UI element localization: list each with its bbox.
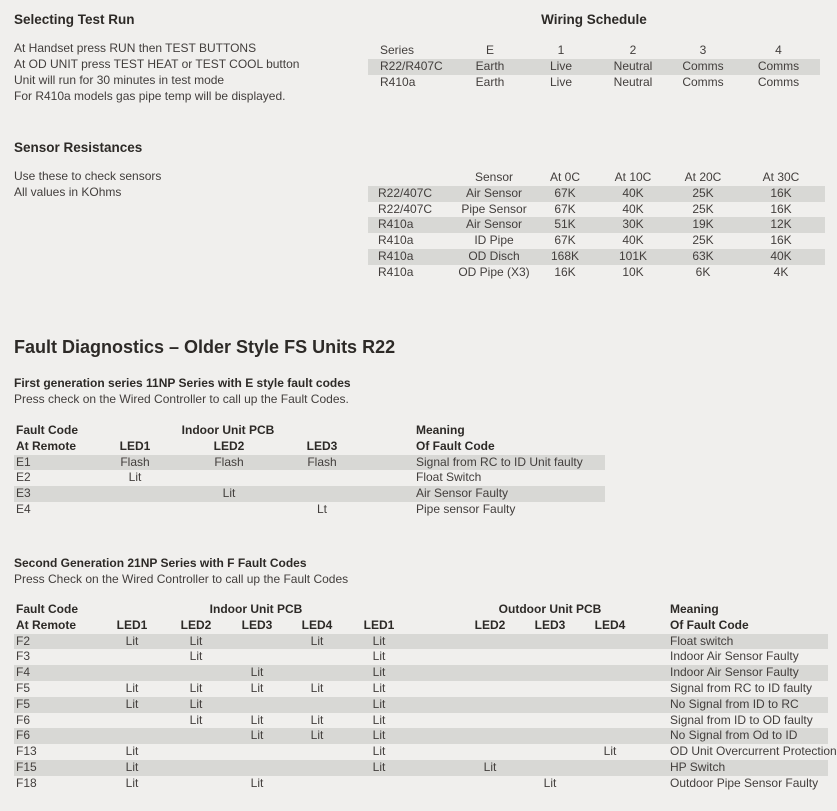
test-run-line: Unit will run for 30 minutes in test mode [14,73,225,87]
gen2-header-of-fault-code: Of Fault Code [670,617,749,632]
cell-meaning: Float Switch [416,470,482,485]
cell-meaning: Indoor Air Sensor Faulty [670,649,799,664]
cell-fault-code: E2 [16,470,31,485]
sensor-col-header: At 0C [549,170,580,184]
cell-fault-code: F3 [16,649,31,664]
cell-indoor-led4 [286,665,348,681]
cell-indoor-led4 [286,744,348,760]
cell-outdoor-led2 [458,634,522,650]
spacer [410,681,458,697]
cell-outdoor-led2 [458,697,522,713]
cell-at-0c: 67K [554,201,576,216]
cell-outdoor-led1: Lit [372,665,386,680]
cell-at-10c: 40K [622,233,644,248]
cell-outdoor-led1 [348,776,410,792]
cell-outdoor-led3: Lit [543,775,557,790]
cell-at-20c: 25K [692,233,714,248]
table-row [368,75,820,91]
cell-3: Comms [682,58,724,73]
cell-meaning: Air Sensor Faulty [416,486,509,501]
wiring-col-header: E [485,43,494,57]
cell-indoor-led1: Lit [125,696,139,711]
cell-e: Earth [475,74,505,89]
gen1-header-row-1 [14,423,605,439]
cell-indoor-led1: Lit [125,775,139,790]
cell-indoor-led1: Lit [125,680,139,695]
cell-at-30c: 16K [770,233,792,248]
section-sensor-resistances [14,140,354,200]
cell-outdoor-led4 [578,649,642,665]
cell-series: R22/407C [378,201,433,216]
cell-indoor-led3: Lit [250,728,264,743]
cell-at-30c: 16K [770,185,792,200]
cell-outdoor-led3 [522,681,578,697]
cell-e: Earth [475,58,505,73]
table-row [14,697,828,713]
gen1-header-meaning: Meaning [416,423,465,437]
sensor-header-row [368,170,825,186]
cell-meaning: Pipe sensor Faulty [416,501,516,516]
cell-indoor-led3: Lit [250,665,264,680]
cell-indoor-led2 [164,744,228,760]
spacer [410,760,458,776]
cell-fault-code: F5 [16,696,31,711]
gen2-header-fault-code: Fault Code [16,602,78,616]
cell-indoor-led1 [100,665,164,681]
spacer [348,602,410,618]
cell-outdoor-led1: Lit [372,649,386,664]
sensor-note-line: All values in KOhms [14,185,122,199]
cell-series: R22/R407C [380,58,443,73]
sensor-col-header: At 20C [684,170,722,184]
cell-fault-code: F4 [16,665,31,680]
cell-outdoor-led3 [522,728,578,744]
cell-led1: Lit [128,470,142,485]
cell-sensor: OD Disch [468,248,520,263]
cell-indoor-led1 [100,728,164,744]
cell-fault-code: E3 [16,486,31,501]
spacer [410,776,458,792]
table-row [368,186,825,202]
cell-indoor-led4: Lit [310,633,324,648]
gen2-header-outdoor-led1: LED1 [363,617,395,632]
sensor-note-line: Use these to check sensors [14,169,162,183]
cell-led1 [90,486,180,502]
spacer [410,728,458,744]
cell-meaning: Outdoor Pipe Sensor Faulty [670,775,819,790]
table-row [368,202,825,218]
fault-diagnostics-title: Fault Diagnostics – Older Style FS Units R22 [14,337,396,357]
gen2-header-outdoor-pcb: Outdoor Unit PCB [498,602,602,616]
spacer [410,744,458,760]
gen2-instruction: Press Check on the Wired Controller to call up the Fault Codes [14,572,349,586]
section-title-selecting-test-run: Selecting Test Run [14,12,135,27]
gen2-header-indoor-led3: LED3 [241,617,273,632]
cell-sensor: Air Sensor [465,185,523,200]
cell-indoor-led1 [100,649,164,665]
cell-outdoor-led4 [578,776,642,792]
wiring-table-body [368,59,820,91]
gen2-header-indoor-led1: LED1 [116,617,148,632]
cell-outdoor-led2 [458,744,522,760]
cell-outdoor-led1: Lit [372,744,386,759]
cell-at-20c: 25K [692,185,714,200]
cell-outdoor-led1: Lit [372,680,386,695]
table-row [368,233,825,249]
cell-indoor-led3: Lit [250,680,264,695]
cell-meaning: OD Unit Overcurrent Protection [670,744,837,759]
section-title-sensor-resistances: Sensor Resistances [14,140,143,155]
gen2-fault-table [14,602,837,792]
cell-4: Comms [757,58,800,73]
cell-outdoor-led4 [578,713,642,729]
cell-indoor-led4 [286,760,348,776]
cell-fault-code: E4 [16,501,31,516]
cell-indoor-led3: Lit [250,712,264,727]
cell-2: Neutral [613,74,653,89]
test-run-line: For R410a models gas pipe temp will be displayed. [14,89,286,103]
gen1-header-indoor-pcb: Indoor Unit PCB [181,423,275,437]
test-run-line: At OD UNIT press TEST HEAT or TEST COOL button [14,57,300,71]
cell-led3 [278,486,366,502]
cell-series: R410a [378,264,414,279]
cell-at-20c: 6K [695,264,711,279]
section-wiring-schedule [368,12,820,90]
cell-meaning: Signal from RC to ID faulty [670,680,813,695]
cell-sensor: Pipe Sensor [461,201,527,216]
cell-indoor-led3 [228,634,286,650]
cell-indoor-led2: Lit [189,712,203,727]
cell-outdoor-led1: Lit [372,728,386,743]
spacer [410,602,458,618]
table-row [14,713,828,729]
sensor-table-body [368,186,825,281]
table-row [14,502,605,518]
cell-1: Live [549,58,572,73]
cell-outdoor-led2 [458,649,522,665]
cell-indoor-led2: Lit [189,633,203,648]
cell-outdoor-led1: Lit [372,633,386,648]
cell-fault-code: F5 [16,680,31,695]
cell-indoor-led4 [286,697,348,713]
cell-outdoor-led3 [522,649,578,665]
cell-indoor-led2: Lit [189,696,203,711]
gen1-header-row-2 [14,439,605,455]
test-run-line: At Handset press RUN then TEST BUTTONS [14,41,257,55]
cell-fault-code: F15 [16,759,37,774]
spacer [410,713,458,729]
cell-outdoor-led2: Lit [483,759,497,774]
sensor-col-header: At 30C [762,170,800,184]
cell-led2 [180,502,278,518]
gen1-header-led1: LED1 [119,438,151,453]
cell-fault-code: F6 [16,712,31,727]
cell-at-30c: 40K [770,248,792,263]
gen1-heading-block [14,375,351,407]
gen2-header-row-2 [14,618,828,634]
table-row [14,470,605,486]
gen1-header-led3: LED3 [306,438,338,453]
table-row [368,217,825,233]
cell-outdoor-led1: Lit [372,696,386,711]
cell-meaning: No Signal from Od to ID [670,728,798,743]
sensor-col-header: At 10C [614,170,652,184]
cell-meaning: Signal from RC to ID Unit faulty [416,454,583,469]
spacer [410,634,458,650]
table-row [14,760,828,776]
cell-led3: Lt [316,501,327,516]
wiring-header-row [368,43,820,59]
cell-outdoor-led3 [522,713,578,729]
table-row [14,681,828,697]
sensor-resistances-table [368,170,825,281]
cell-meaning: Float switch [670,633,734,648]
spacer [100,602,164,618]
cell-fault-code: F18 [16,775,37,790]
cell-outdoor-led4 [578,760,642,776]
cell-series: R22/407C [378,185,433,200]
gen2-header-outdoor-led2: LED2 [474,617,506,632]
cell-at-10c: 101K [618,248,648,263]
cell-indoor-led3 [228,697,286,713]
cell-indoor-led1: Lit [125,744,139,759]
wiring-col-header: Series [380,43,415,57]
cell-indoor-led2 [164,776,228,792]
cell-indoor-led4: Lit [310,680,324,695]
cell-meaning: Signal from ID to OD faulty [670,712,813,727]
table-row [14,649,828,665]
cell-outdoor-led3 [522,697,578,713]
wiring-col-header: 4 [775,43,782,57]
cell-at-0c: 51K [554,217,576,232]
gen2-header-row-1 [14,602,828,618]
cell-led1: Flash [120,454,150,469]
cell-at-30c: 16K [770,201,792,216]
cell-fault-code: F6 [16,728,31,743]
wiring-schedule-title: Wiring Schedule [541,12,647,27]
wiring-col-header: 1 [557,43,565,57]
spacer [410,618,458,634]
cell-sensor: OD Pipe (X3) [458,264,530,279]
cell-outdoor-led4 [578,728,642,744]
cell-meaning: Indoor Air Sensor Faulty [670,665,799,680]
cell-outdoor-led1: Lit [372,759,386,774]
wiring-col-header: 3 [699,43,707,57]
cell-outdoor-led2 [458,681,522,697]
table-row [14,744,837,760]
cell-at-10c: 40K [622,185,644,200]
table-row [368,59,820,75]
cell-led3 [278,470,366,486]
cell-sensor: ID Pipe [474,233,514,248]
cell-indoor-led3: Lit [250,775,264,790]
gen1-table-body [14,455,605,518]
cell-meaning: HP Switch [670,759,726,774]
cell-led2 [180,470,278,486]
cell-indoor-led4 [286,776,348,792]
cell-led2: Flash [214,454,244,469]
gen1-header-of-fault-code: Of Fault Code [416,438,495,453]
cell-at-20c: 63K [692,248,714,263]
cell-outdoor-led2 [458,776,522,792]
cell-fault-code: F2 [16,633,31,648]
cell-indoor-led4: Lit [310,728,324,743]
cell-outdoor-led1: Lit [372,712,386,727]
cell-at-0c: 168K [550,248,580,263]
table-row [368,265,825,281]
sensor-col-header [368,170,455,186]
wiring-col-header: 2 [629,43,637,57]
cell-led3: Flash [307,454,337,469]
gen1-subtitle: First generation series 11NP Series with E style fault codes [14,376,351,390]
cell-meaning: No Signal from ID to RC [670,696,799,711]
gen1-header-at-remote: At Remote [16,438,77,453]
cell-4: Comms [757,74,800,89]
cell-at-10c: 40K [622,201,644,216]
table-row [14,634,828,650]
table-row [14,486,605,502]
gen2-header-outdoor-led4: LED4 [594,617,626,632]
cell-indoor-led4: Lit [310,712,324,727]
cell-indoor-led2 [164,665,228,681]
cell-series: R410a [378,233,414,248]
spacer [410,649,458,665]
gen2-table-body [14,633,837,792]
cell-indoor-led2 [164,760,228,776]
gen1-header-led2: LED2 [213,438,245,453]
cell-indoor-led3 [228,649,286,665]
cell-indoor-led1 [100,713,164,729]
gen2-header-at-remote: At Remote [16,617,77,632]
cell-led2: Lit [222,486,236,501]
spacer [410,665,458,681]
cell-indoor-led3 [228,744,286,760]
cell-at-20c: 19K [692,217,714,232]
cell-series: R410a [378,217,414,232]
cell-1: Live [549,74,572,89]
cell-series: R410a [380,74,416,89]
table-row [368,249,825,265]
cell-indoor-led1: Lit [125,759,139,774]
cell-at-0c: 16K [554,264,576,279]
cell-outdoor-led3 [522,665,578,681]
table-row [14,455,605,471]
gen1-fault-table [14,423,605,518]
cell-indoor-led2: Lit [189,680,203,695]
gen2-header-indoor-led4: LED4 [301,617,333,632]
cell-outdoor-led4 [578,665,642,681]
cell-outdoor-led2 [458,713,522,729]
cell-at-10c: 30K [622,217,644,232]
table-row [14,776,828,792]
table-row [14,665,828,681]
cell-indoor-led2 [164,728,228,744]
cell-fault-code: F13 [16,744,37,759]
cell-indoor-led4 [286,649,348,665]
cell-led1 [90,502,180,518]
cell-at-10c: 10K [622,264,644,279]
cell-outdoor-led4 [578,634,642,650]
gen1-instruction: Press check on the Wired Controller to call up the Fault Codes. [14,392,349,406]
cell-at-30c: 4K [773,264,789,279]
section-selecting-test-run [14,12,359,104]
spacer [410,697,458,713]
sensor-col-header: Sensor [474,170,514,184]
gen2-heading-block [14,555,348,587]
cell-3: Comms [682,74,724,89]
cell-outdoor-led4 [578,681,642,697]
gen1-header-fault-code: Fault Code [16,423,78,437]
cell-at-20c: 25K [692,201,714,216]
gen2-header-outdoor-led3: LED3 [534,617,566,632]
cell-sensor: Air Sensor [465,217,523,232]
cell-indoor-led2: Lit [189,649,203,664]
gen2-subtitle: Second Generation 21NP Series with F Fault Codes [14,556,307,570]
cell-outdoor-led2 [458,728,522,744]
cell-outdoor-led4: Lit [603,744,617,759]
cell-series: R410a [378,248,414,263]
gen2-header-meaning: Meaning [670,602,719,616]
cell-2: Neutral [613,58,653,73]
table-row [14,728,828,744]
cell-outdoor-led3 [522,744,578,760]
cell-fault-code: E1 [16,454,31,469]
cell-at-0c: 67K [554,185,576,200]
cell-indoor-led1: Lit [125,633,139,648]
gen2-header-indoor-pcb: Indoor Unit PCB [209,602,303,616]
cell-at-0c: 67K [554,233,576,248]
gen2-header-indoor-led2: LED2 [180,617,212,632]
cell-outdoor-led2 [458,665,522,681]
cell-at-30c: 12K [770,217,792,232]
cell-outdoor-led3 [522,760,578,776]
cell-outdoor-led4 [578,697,642,713]
cell-indoor-led3 [228,760,286,776]
cell-outdoor-led3 [522,634,578,650]
